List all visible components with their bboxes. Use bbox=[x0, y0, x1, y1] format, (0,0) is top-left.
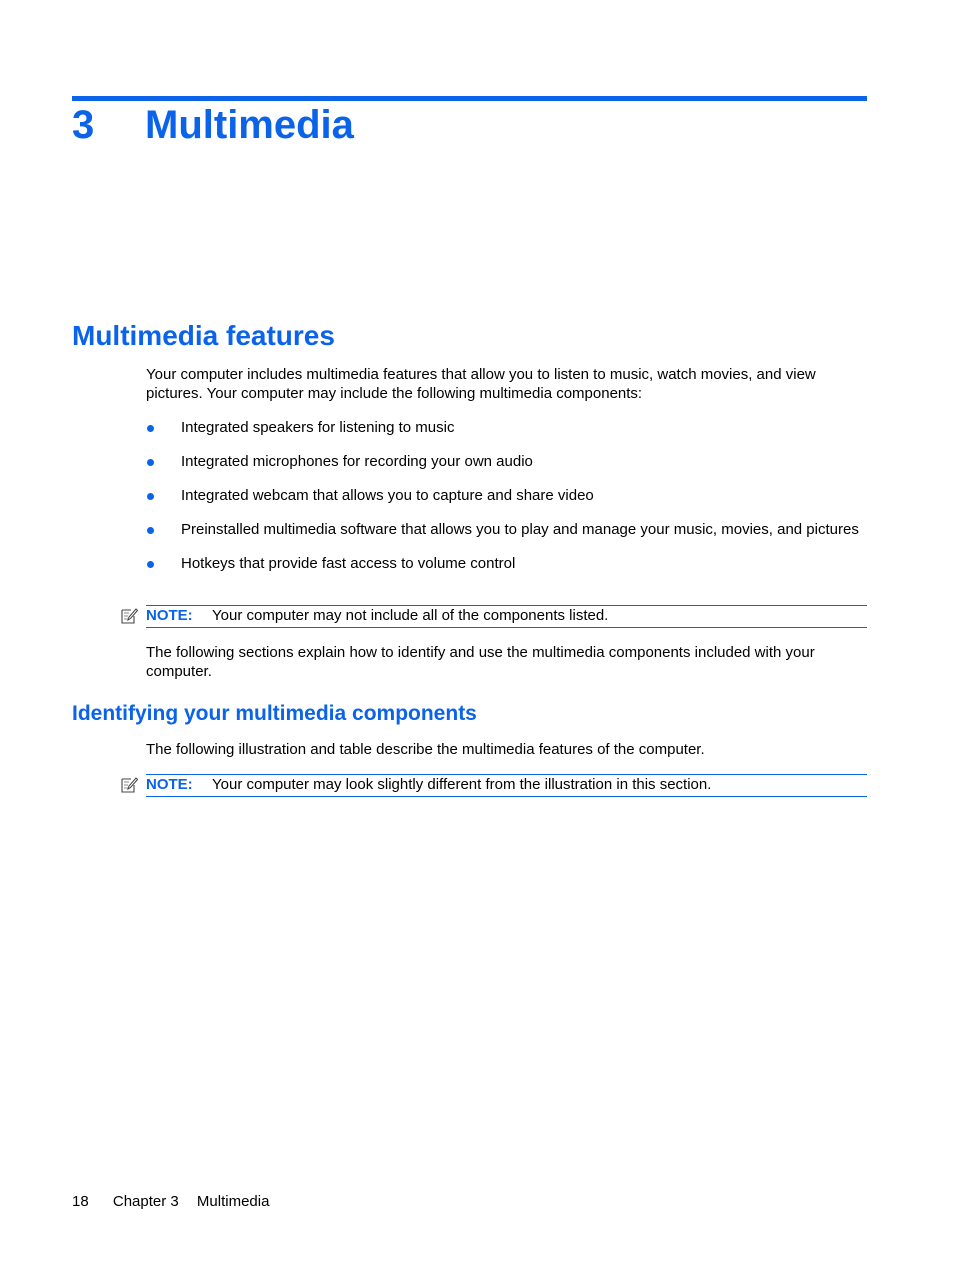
components-list bbox=[146, 418, 871, 588]
list-item bbox=[146, 418, 871, 437]
section-intro: Your computer includes multimedia features that allow you to listen to music, watch movies, and view pictures. Your computer may include the following multimedia components: bbox=[146, 366, 816, 402]
list-item bbox=[146, 520, 871, 539]
note-box bbox=[146, 774, 867, 797]
list-item bbox=[146, 452, 871, 471]
note-pencil-icon bbox=[120, 607, 138, 625]
footer-chapter-name: Multimedia bbox=[196, 1193, 270, 1210]
page-number: 18 bbox=[72, 1193, 89, 1210]
bullet-dot-icon bbox=[147, 561, 154, 568]
footer-chapter-ref: Chapter 3 bbox=[112, 1193, 179, 1210]
list-item-text: Preinstalled multimedia software that allows you to play and manage your music, movies, and pictures bbox=[181, 521, 859, 538]
list-item-text: Hotkeys that provide fast access to volume control bbox=[181, 555, 516, 572]
note-label: NOTE: bbox=[146, 607, 193, 624]
page-footer bbox=[72, 1192, 269, 1211]
list-item-text: Integrated speakers for listening to music bbox=[181, 419, 455, 436]
list-item bbox=[146, 554, 871, 573]
section-title: Multimedia features bbox=[72, 320, 335, 351]
bullet-dot-icon bbox=[147, 493, 154, 500]
note-pencil-icon bbox=[120, 776, 138, 794]
note-text: Your computer may not include all of the components listed. bbox=[212, 607, 609, 624]
section-followup: The following sections explain how to identify and use the multimedia components included with your computer. bbox=[146, 644, 815, 680]
chapter-number: 3 bbox=[72, 103, 95, 147]
list-item-text: Integrated microphones for recording your own audio bbox=[181, 453, 533, 470]
subsection-title: Identifying your multimedia components bbox=[72, 702, 477, 725]
note-box bbox=[146, 605, 867, 628]
note-label: NOTE: bbox=[146, 776, 193, 793]
list-item bbox=[146, 486, 871, 505]
bullet-dot-icon bbox=[147, 425, 154, 432]
chapter-title: Multimedia bbox=[145, 103, 354, 147]
subsection-intro: The following illustration and table describe the multimedia features of the computer. bbox=[146, 741, 705, 758]
bullet-dot-icon bbox=[147, 459, 154, 466]
bullet-dot-icon bbox=[147, 527, 154, 534]
note-text: Your computer may look slightly different from the illustration in this section. bbox=[212, 776, 712, 793]
list-item-text: Integrated webcam that allows you to capture and share video bbox=[181, 487, 594, 504]
